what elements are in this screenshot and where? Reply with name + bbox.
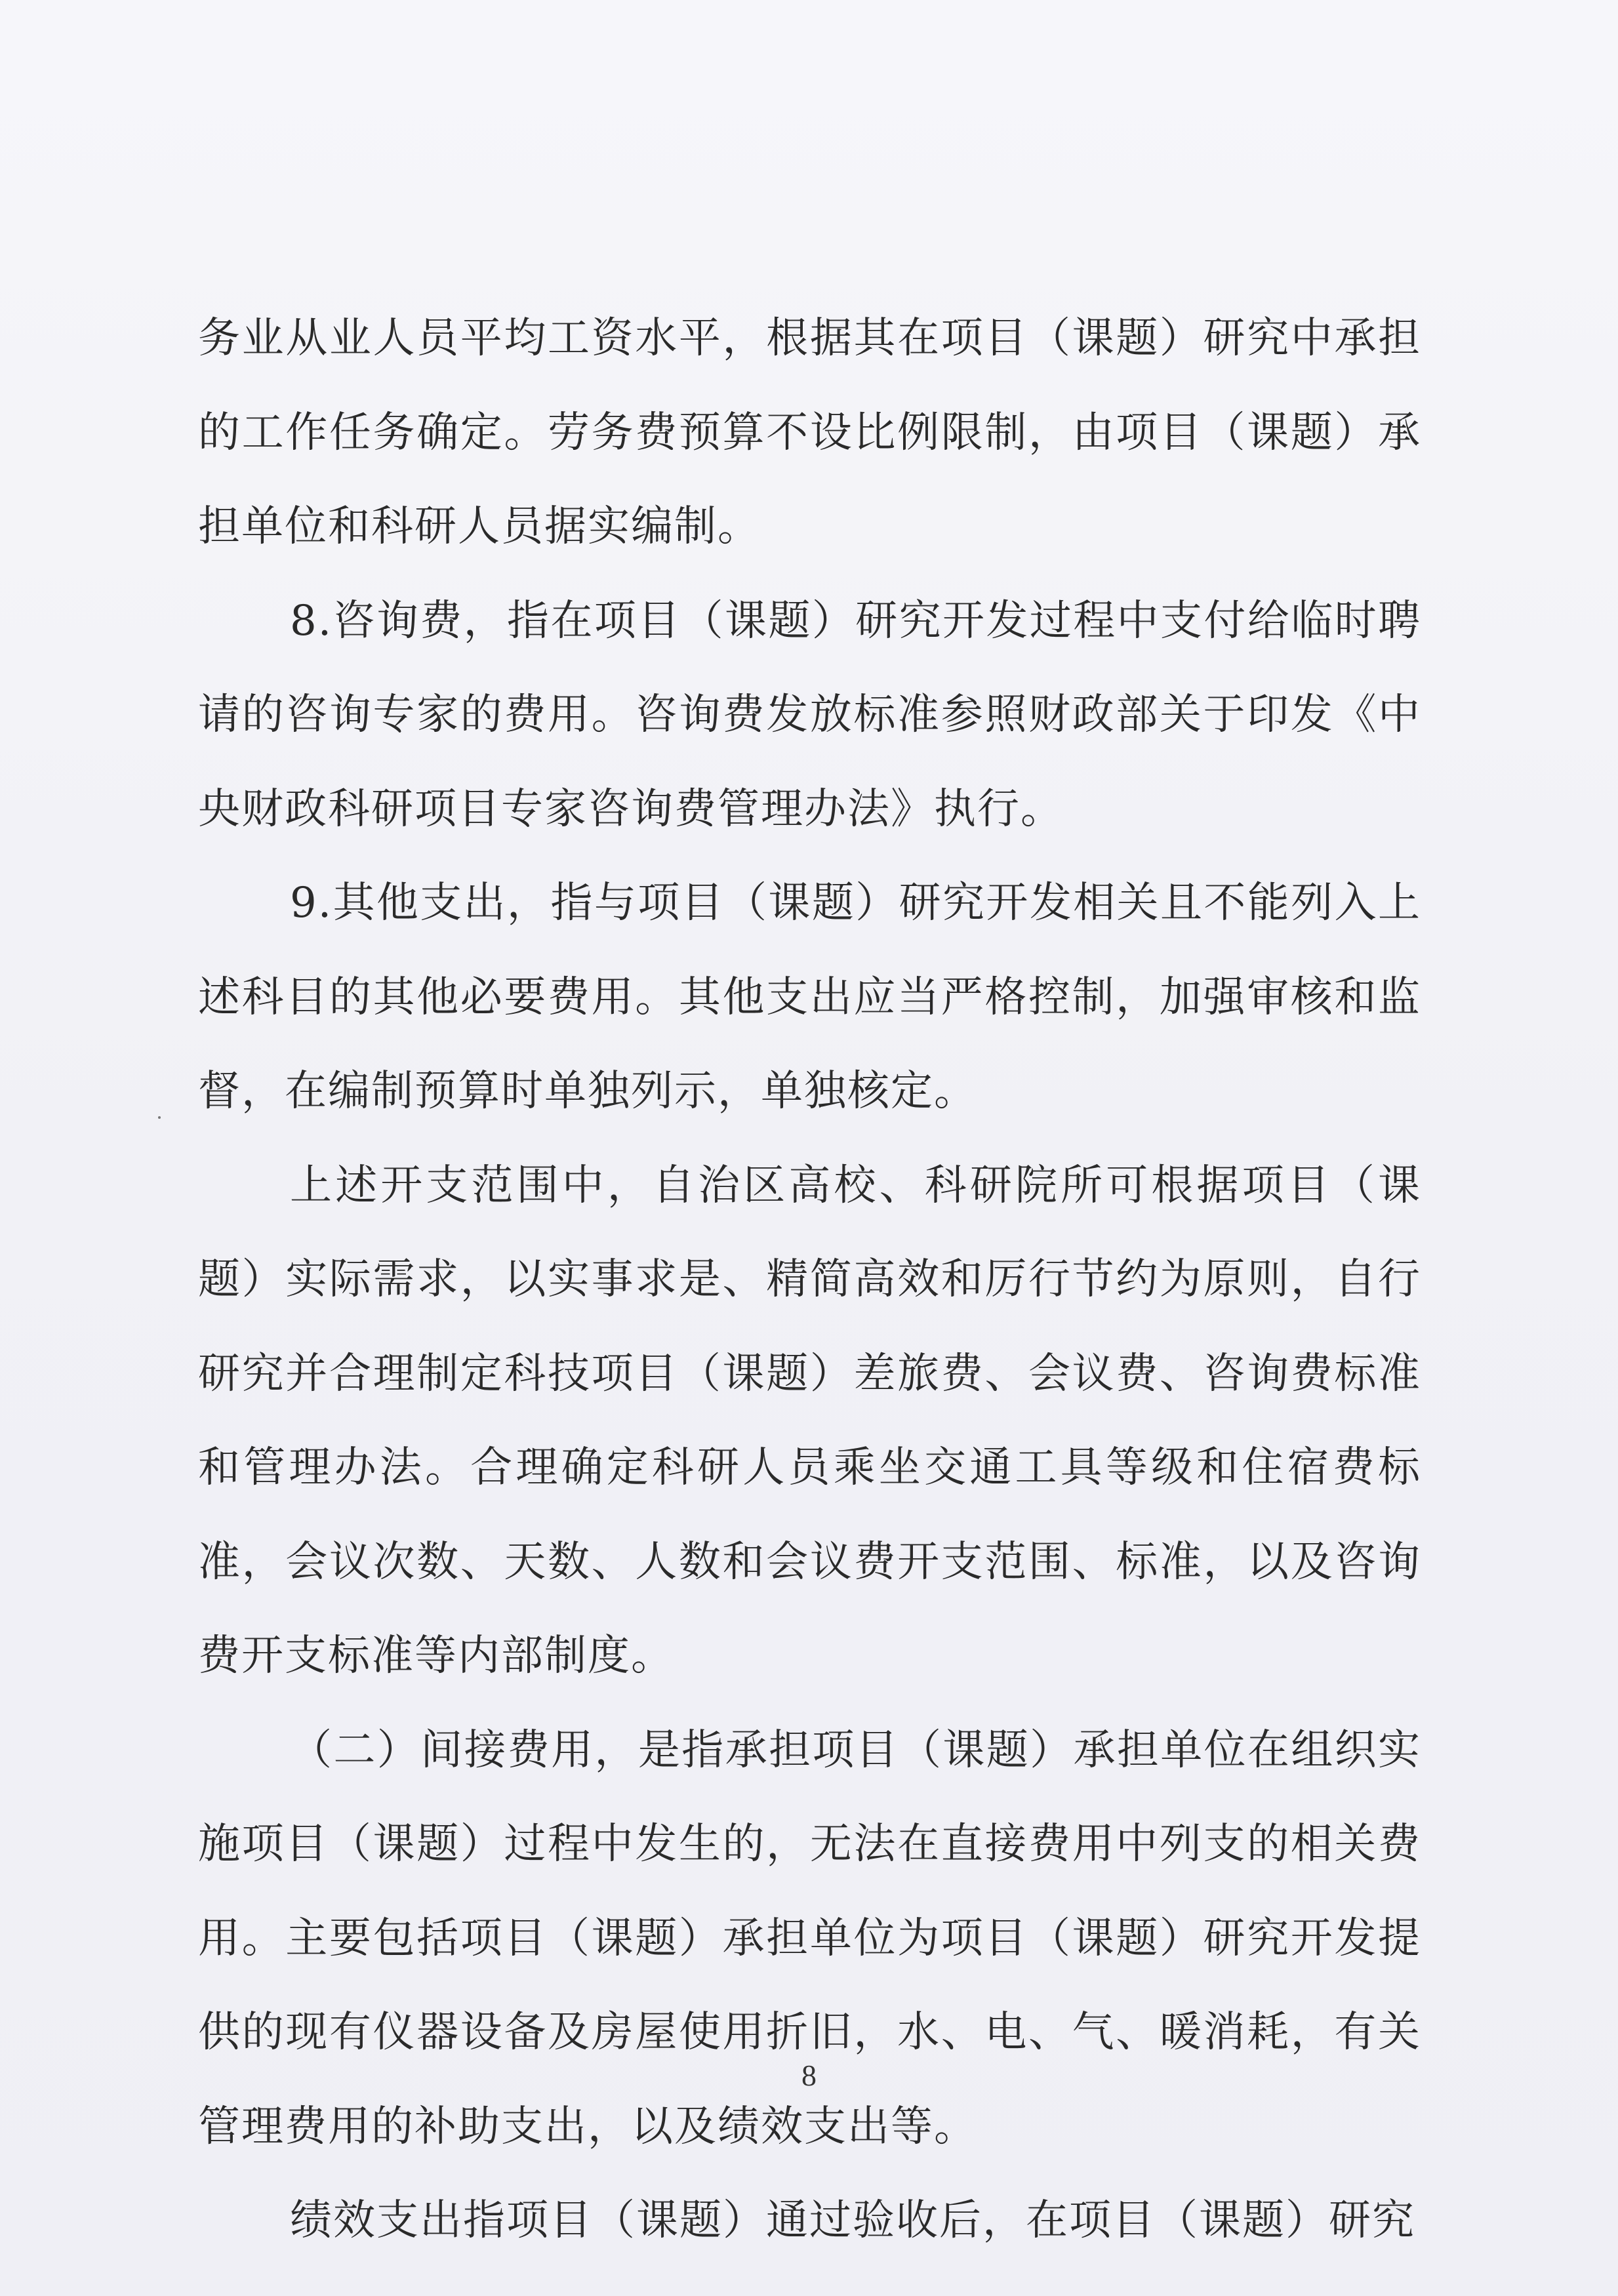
paragraph-consulting-fee: 8.咨询费，指在项目（课题）研究开发过程中支付给临时聘请的咨询专家的费用。咨询费发放标准参照财政部关于印发《中央财政科研项目专家咨询费管理办法》执行。 — [198, 596, 1421, 834]
scan-speck — [158, 1116, 161, 1119]
page-number: 8 — [801, 2059, 817, 2092]
body-text — [198, 292, 1421, 2268]
paragraph-expense-scope: 上述开支范围中，自治区高校、科研院所可根据项目（课题）实际需求，以实事求是、精简高效和厉行节约为原则，自行研究并合理制定科技项目（课题）差旅费、会议费、咨询费标准和管理办法。合理确定科研人员乘坐交通工具等级和住宿费标准，会议次数、天数、人数和会议费开支范围、标准，以及咨询费开支标准等内部制度。 — [198, 1161, 1421, 1680]
paragraph-indirect-costs: （二）间接费用，是指承担项目（课题）承担单位在组织实施项目（课题）过程中发生的，无法在直接费用中列支的相关费用。主要包括项目（课题）承担单位为项目（课题）研究开发提供的现有仪器设备及房屋使用折旧，水、电、气、暖消耗，有关管理费用的补助支出，以及绩效支出等。 — [198, 1725, 1421, 2151]
paragraph-performance-expense: 绩效支出指项目（课题）通过验收后，在项目（课题）研究 — [290, 2196, 1415, 2245]
paragraph-labor-fee-continued: 务业从业人员平均工资水平，根据其在项目（课题）研究中承担的工作任务确定。劳务费预算不设比例限制，由项目（课题）承担单位和科研人员据实编制。 — [198, 314, 1421, 551]
paragraph-other-expenses: 9.其他支出，指与项目（课题）研究开发相关且不能列入上述科目的其他必要费用。其他支出应当严格控制，加强审核和监督，在编制预算时单独列示，单独核定。 — [198, 879, 1421, 1116]
